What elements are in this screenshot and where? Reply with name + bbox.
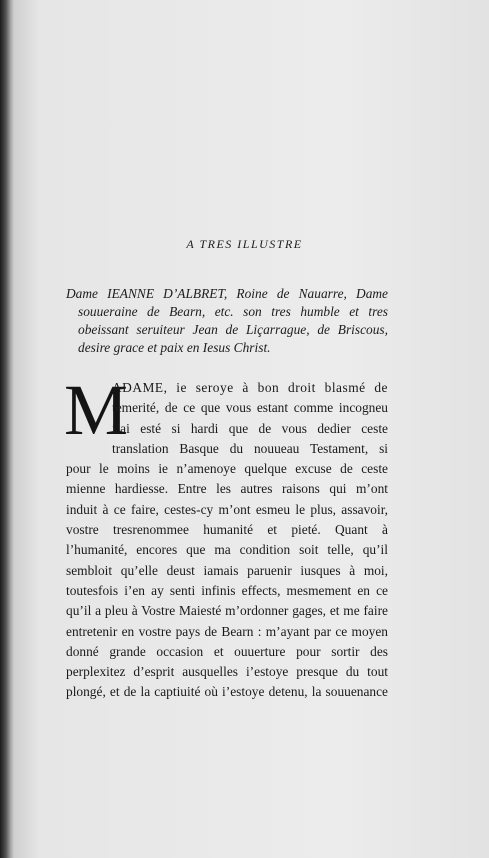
body-line: mienne hardiesse. Entre les autres raisons qui m’ont (66, 481, 388, 497)
body-line: i’ai esté si hardi que de vous dedier ceste (112, 420, 388, 436)
body-line: sembloit qu’elle deust iamais paruenir iusques à moi, (66, 562, 388, 578)
body-line: translation Basque du nouueau Testament, si (112, 440, 388, 456)
body-line: perplexitez d’esprit ausquelles i’estoye presque du tout (66, 664, 388, 680)
body-line: donné grande occasion et ouuerture pour sortir des (66, 643, 388, 659)
dedication-line: obeissant seruiteur Jean de Liçarrague, de Briscous, (78, 322, 388, 337)
dedication-heading: A TRES ILLUSTRE (186, 237, 303, 251)
body-line: entretenir en vostre pays de Bearn : m’ayant par ce moyen (66, 623, 388, 639)
book-gutter (0, 0, 10, 858)
body-line: temerité, de ce que vous estant comme incogneu (112, 400, 388, 416)
body-line: plongé, et de la captiuité où i’estoye detenu, la souuenance (66, 684, 388, 700)
body-line: vostre tresrenommee humanité et pieté. Quant à (66, 522, 388, 538)
body-line: l’humanité, encores que ma condition soit telle, qu’il (66, 542, 388, 558)
body-line: induit à ce faire, cestes-cy m’ont esmeu le plus, assavoir, (66, 501, 388, 517)
body-line: ADAME, ie seroye à bon droit blasmé de (112, 380, 388, 395)
body-line: toutesfois i’en ay senti infinis effects, mesmement en ce (66, 582, 388, 598)
drop-cap: M (64, 370, 129, 450)
body-line: qu’il a pleu à Vostre Maiesté m’ordonner gages, et me faire (66, 603, 388, 619)
dedication-line: Dame IEANNE D’ALBRET, Roine de Nauarre, Dame (66, 286, 388, 301)
dedication-block (66, 285, 388, 357)
dedication-line: desire grace et paix en Iesus Christ. (78, 340, 271, 355)
body-line: pour le moins ie n’amenoye quelque excuse de ceste (66, 461, 388, 477)
dedication-line: souueraine de Bearn, etc. son tres humble et tres (78, 304, 388, 319)
body-paragraph (64, 370, 388, 703)
